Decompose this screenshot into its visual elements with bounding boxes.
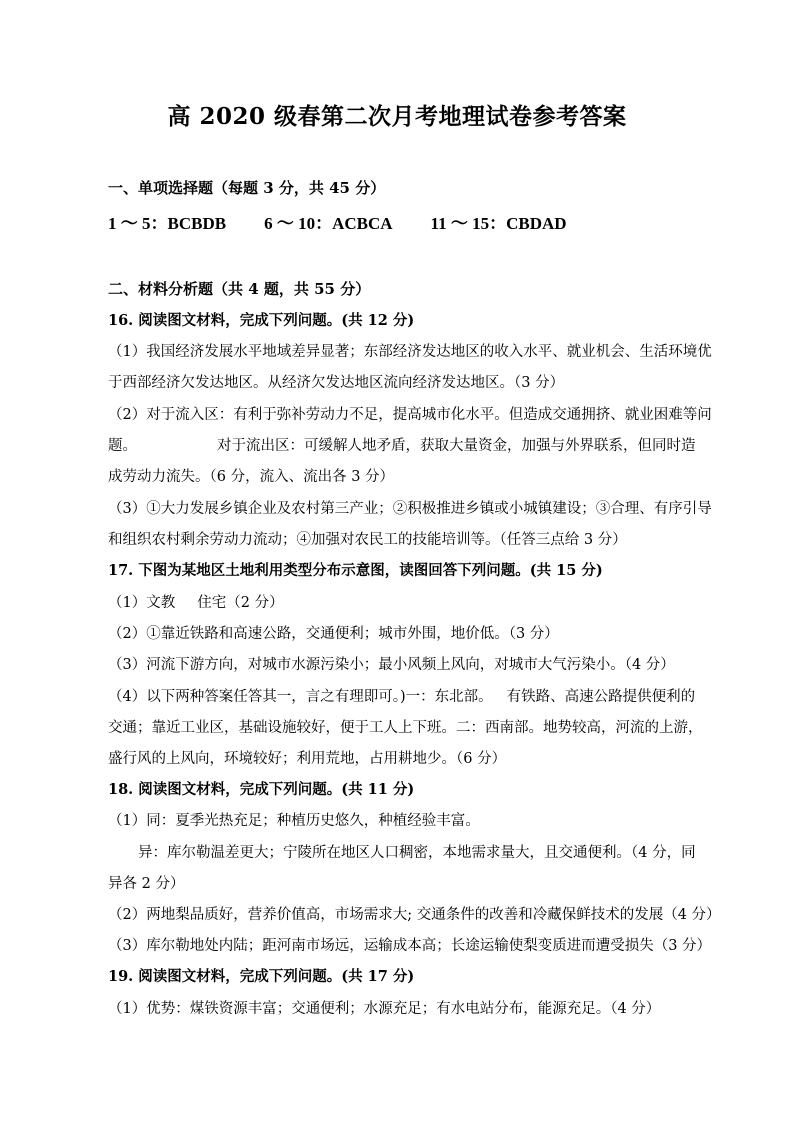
q17-line: （1）文教 xyxy=(108,595,176,611)
q16-line: 成劳动力流失。（6 分，流入、流出各 3 分） xyxy=(108,469,395,485)
answer-group-1-5: 1 ～ 5：BCBDB xyxy=(108,214,227,233)
q17-line: 盛行风的上风向，环境较好；利用荒地，占用耕地少。（6 分） xyxy=(108,751,507,767)
q17-line-row xyxy=(108,685,698,706)
q17-line: 住宅（2 分） xyxy=(197,595,284,611)
q16-line: （1）我国经济发展水平地域差异显著；东部经济发达地区的收入水平、就业机会、生活环境优 xyxy=(108,344,712,360)
q17-title: 17. 下图为某地区土地利用类型分布示意图，读图回答下列问题。(共 15 分) xyxy=(108,562,603,579)
q18-line: 异：库尔勒温差更大；宁陵所在地区人口稠密，本地需求量大，且交通便利。（4 分，同 xyxy=(138,845,696,861)
q17-line: 有铁路、高速公路提供便利的 xyxy=(506,689,696,705)
q18-line: （1）同：夏季光热充足；种植历史悠久，种植经验丰富。 xyxy=(108,813,480,829)
q16-line: 对于流出区：可缓解人地矛盾，获取大量资金，加强与外界联系，但同时造 xyxy=(217,438,696,454)
q17-line: （3）河流下游方向，对城市水源污染小；最小风频上风向，对城市大气污染小。（4 分） xyxy=(108,657,675,673)
section1-answers-row xyxy=(108,209,698,234)
q17-line: （4）以下两种答案任答其一，言之有理即可。)一：东北部。 xyxy=(108,689,493,705)
section1-heading: 一、单项选择题（每题 3 分，共 45 分） xyxy=(108,179,386,197)
q16-line: 于西部经济欠发达地区。从经济欠发达地区流向经济发达地区。（3 分） xyxy=(108,375,565,391)
q16-line: 和组织农村剩余劳动力流动；④加强对农民工的技能培训等。（任答三点给 3 分） xyxy=(108,532,627,548)
q16-line: （3）①大力发展乡镇企业及农村第三产业；②积极推进乡镇或小城镇建设；③合理、有序引导 xyxy=(108,501,712,517)
q17-line-row xyxy=(108,591,698,612)
answer-group-6-10: 6 ～ 10：ACBCA xyxy=(264,214,393,233)
q17-line: 交通；靠近工业区，基础设施较好，便于工人上下班。二：西南部。地势较高，河流的上游， xyxy=(108,720,703,736)
q19-line: （1）优势：煤铁资源丰富；交通便利；水源充足；有水电站分布，能源充足。（4 分） xyxy=(108,1001,661,1017)
q16-title: 16. 阅读图文材料，完成下列问题。(共 12 分) xyxy=(108,312,415,329)
q17-line: （2）①靠近铁路和高速公路，交通便利；城市外围，地价低。（3 分） xyxy=(108,626,559,642)
q18-line: 异各 2 分） xyxy=(108,876,185,892)
q16-line: （2）对于流入区：有利于弥补劳动力不足，提高城市化水平。但造成交通拥挤、就业困难等问 xyxy=(108,407,712,423)
q18-line: （2）两地梨品质好，营养价值高，市场需求大; 交通条件的改善和冷藏保鲜技术的发展（4 分） xyxy=(108,907,721,923)
q18-title: 18. 阅读图文材料，完成下列问题。(共 11 分) xyxy=(108,781,415,798)
q18-line: （3）库尔勒地处内陆；距河南市场远，运输成本高；长途运输使梨变质进而遭受损失（3 分） xyxy=(108,938,712,954)
q16-line: 题。 xyxy=(108,438,137,454)
page-title: 高 2020 级春第二次月考地理试卷参考答案 xyxy=(167,103,627,130)
answer-group-11-15: 11 ～ 15：CBDAD xyxy=(430,214,567,233)
q19-title: 19. 阅读图文材料，完成下列问题。(共 17 分) xyxy=(108,968,415,985)
section2-heading: 二、材料分析题（共 4 题，共 55 分） xyxy=(108,280,371,298)
q16-line-row xyxy=(108,434,698,455)
